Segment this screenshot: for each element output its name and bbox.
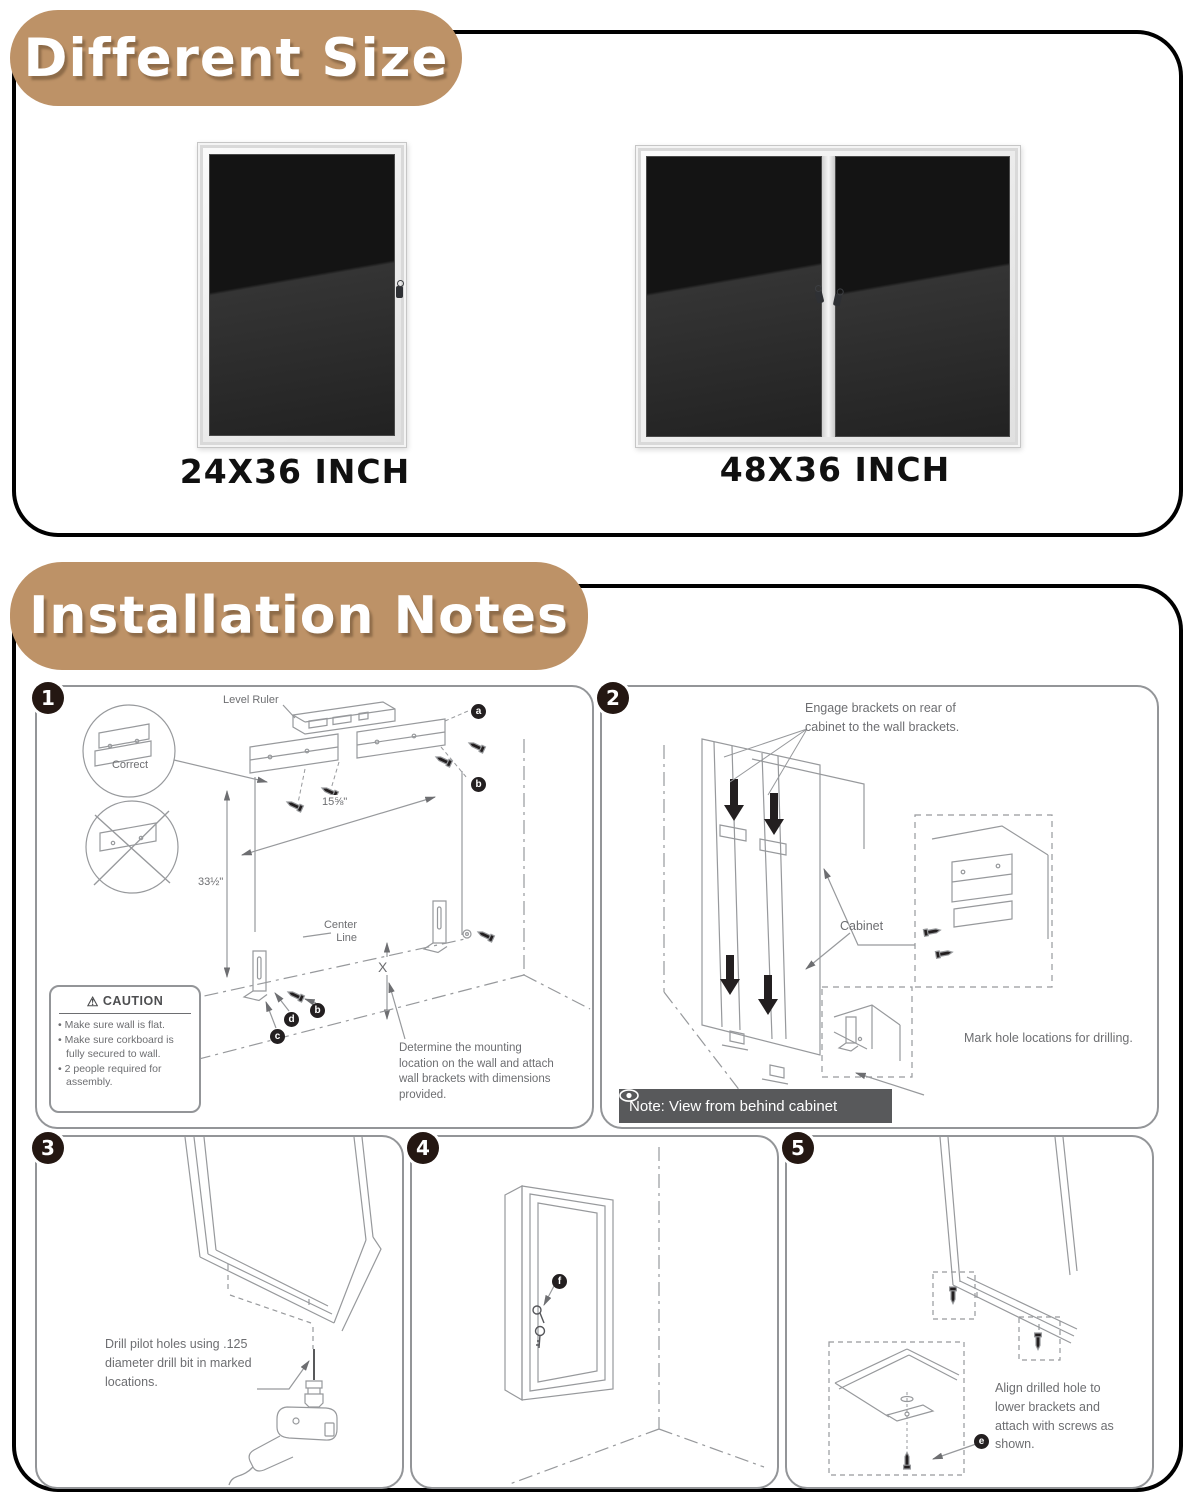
correct-bracket-inset: [83, 705, 175, 797]
x-marker: X: [378, 959, 388, 975]
part-letter-d: d: [284, 1012, 299, 1027]
lower-bracket-inset: [822, 987, 912, 1077]
height-dimension-label: 33½": [195, 875, 226, 890]
bracket-detail-inset: [915, 815, 1052, 987]
level-ruler-label: Level Ruler: [223, 694, 279, 706]
mark-holes-note: Mark hole locations for drilling.: [964, 1031, 1133, 1045]
board-48x36-center-mullion: [822, 156, 835, 437]
board-24x36-image: [197, 142, 407, 448]
step-5-panel: [785, 1135, 1154, 1489]
step-4-number-badge: 4: [407, 1132, 439, 1164]
step-2-line-art: [602, 687, 1157, 1127]
lower-bracket-left: [244, 951, 267, 1001]
step-3-number-badge: 3: [32, 1132, 64, 1164]
step-4-line-art: [412, 1137, 777, 1487]
key-in-lock-drawing: [533, 1306, 545, 1348]
note-leader: [389, 983, 405, 1039]
part-letter-b: b: [471, 777, 486, 792]
inset-leader-line: [174, 760, 267, 782]
warning-icon: ⚠: [86, 993, 99, 1009]
cabinet-bottom-corner-drawing: [185, 1137, 381, 1331]
board-48x36-right-panel: [835, 156, 1011, 437]
wall-edge-lines: [664, 745, 754, 1109]
cabinet-rear-drawing: [702, 739, 820, 1055]
step-3-line-art: [37, 1137, 402, 1487]
step-3-instruction: Drill pilot holes using .125 diameter drill bit in marked locations.: [105, 1337, 252, 1389]
lower-bracket-right: [424, 901, 471, 953]
step-2-number-badge: 2: [597, 682, 629, 714]
part-letter-f: f: [552, 1274, 567, 1289]
center-line-label: Center Line: [323, 919, 357, 945]
mounted-cabinet-drawing: [505, 1186, 613, 1400]
view-note-badge: [619, 1089, 892, 1123]
plumb-lines: [255, 771, 462, 935]
part-letter-b: b: [310, 1003, 325, 1018]
wall-corner-lines: [507, 1147, 764, 1485]
level-ruler-leader: [283, 705, 295, 718]
part-letter-e: e: [974, 1434, 989, 1449]
board-48x36-label: 48X36 INCH: [719, 450, 951, 489]
eye-icon: [619, 1089, 639, 1102]
caution-header: [58, 994, 192, 1008]
inset-screws: [923, 927, 953, 959]
caution-item: • Make sure wall is flat.: [58, 1019, 192, 1033]
part-letter-c: c: [270, 1029, 285, 1044]
engage-arrows: [720, 779, 784, 1015]
wall-bracket-left: [250, 734, 338, 773]
wall-corner-lines: [137, 739, 590, 1075]
different-size-title-badge: [10, 10, 462, 106]
cabinet-label: Cabinet: [840, 919, 884, 933]
cabinet-label-leader: [806, 933, 850, 969]
screw-location-boxes: [933, 1272, 1060, 1360]
incorrect-bracket-inset: [86, 801, 178, 893]
location-screws: [950, 1287, 1042, 1350]
installation-title-badge: [10, 562, 588, 670]
letter-e-leader: [933, 1443, 979, 1459]
caution-divider: [59, 1013, 191, 1014]
step-5-number-badge: 5: [782, 1132, 814, 1164]
view-note-text: Note: View from behind cabinet: [629, 1097, 838, 1115]
letter-c-leader: [266, 1002, 276, 1028]
step-2-panel: [600, 685, 1159, 1129]
lock-icon: [396, 286, 403, 298]
step-2-instruction: Engage brackets on rear of cabinet to the wall brackets.: [805, 701, 960, 734]
mounting-screws: [286, 740, 495, 1002]
caution-box: [49, 985, 201, 1113]
caution-title: CAUTION: [102, 994, 164, 1008]
step-1-number-badge: 1: [32, 682, 64, 714]
step-3-panel: [35, 1135, 404, 1489]
board-24x36-panel: [209, 154, 395, 436]
cabinet-bottom-drawing: [940, 1137, 1077, 1343]
installation-title: Installation Notes: [29, 586, 569, 646]
letter-d-leader: [275, 993, 289, 1011]
part-letter-a: a: [471, 704, 486, 719]
board-48x36-image: [635, 145, 1021, 448]
step-1-panel: [35, 685, 594, 1129]
caution-list: [58, 1019, 192, 1090]
correct-label: Correct: [111, 759, 149, 771]
letter-f-leader: [544, 1286, 554, 1305]
wall-outline: [752, 759, 864, 849]
step-1-note: Determine the mounting location on the wall and attach wall brackets with dimensions provided.: [399, 1042, 554, 1101]
board-48x36-left-panel: [646, 156, 822, 437]
width-dimension-label: 15⅝": [319, 795, 350, 810]
step-4-panel: [410, 1135, 779, 1489]
step-5-instruction: Align drilled hole to lower brackets and attach with screws as shown.: [995, 1381, 1114, 1452]
board-24x36-label: 24X36 INCH: [179, 452, 411, 491]
caution-item: • Make sure corkboard is fully secured to wall.: [58, 1034, 192, 1062]
different-size-title: Different Size: [23, 27, 449, 89]
caution-item: • 2 people required for assembly.: [58, 1063, 192, 1091]
